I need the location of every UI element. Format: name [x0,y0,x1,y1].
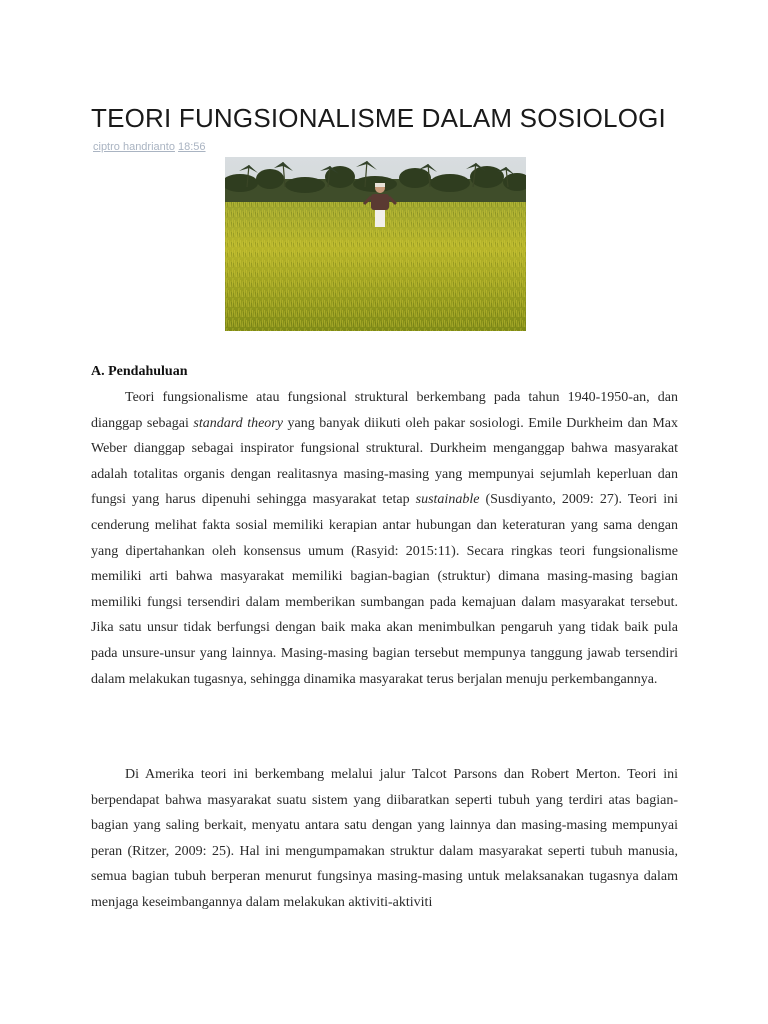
post-byline [93,141,206,153]
paragraph-1 [91,385,678,692]
section-heading: A. Pendahuluan [91,364,188,379]
paragraph-1-text: (Susdiyanto, 2009: 27). Teori ini cenderung melihat fakta sosial memiliki kerapian antar hubungan dan keteraturan yang sama dengan yang dipertahankan oleh konsensus umum (Rasyid: 2015:11). Secara ringkas teori fungsionalisme memiliki arti bahwa masyarakat memiliki bagian-bagian (struktur) dimana masing-masing bagian memiliki fungsi tersendiri dalam memberikan sumbangan pada kemajuan dalam masyarakat tersebut. Jika satu unsur tidak berfungsi dengan baik maka akan menimbulkan pengaruh yang tidak baik pula pada unsure-unsur yang lainnya. Masing-masing bagian tersebut mempunya tanggung jawab tersendiri dalam melakukan tugasnya, sehingga dinamika masyarakat terus berjalan menuju perkembangannya. [91,492,679,687]
paragraph-1-text: Teori fungsionalisme atau fungsional struktural berkembang pada tahun 1940-1950-an, dan dianggap sebagai [91,390,678,431]
paragraph-2 [91,762,678,916]
term-sustainable: sustainable [415,492,480,508]
page-title: TEORI FUNGSIONALISME DALAM SOSIOLOGI [91,103,666,133]
term-standard-theory: standard theory [193,415,283,431]
post-time-link[interactable]: 18:56 [178,141,206,153]
rice-field-photo [225,157,526,331]
paragraph-1-text: yang banyak diikuti oleh pakar sosiologi. Emile Durkheim dan Max Weber dianggap sebagai inspirator fungsional struktural. Durkheim menganggap bahwa masyarakat adalah totalitas organis dengan realitasnya masing-masing yang mempunyai sejumlah keperluan dan fungsi yang harus dipenuhi sehingga masyarakat tetap [91,415,678,508]
author-link[interactable]: ciptro handrianto [93,141,175,153]
paragraph-2-text: Di Amerika teori ini berkembang melalui jalur Talcot Parsons dan Robert Merton. Teori ini berpendapat bahwa masyarakat suatu sistem yang diibaratkan seperti tubuh yang terdiri atas bagian-bagian yang saling berkait, menyatu antara satu dengan yang lainnya dan masing-masing mempunyai peran (Ritzer, 2009: 25). Hal ini mengumpamakan struktur dalam masyarakat seperti tubuh manusia, semua bagian tubuh berperan menurut fungsinya masing-masing untuk melaksanakan tugasnya dalam menjaga keseimbangannya dalam melakukan aktiviti-aktiviti [91,767,678,910]
